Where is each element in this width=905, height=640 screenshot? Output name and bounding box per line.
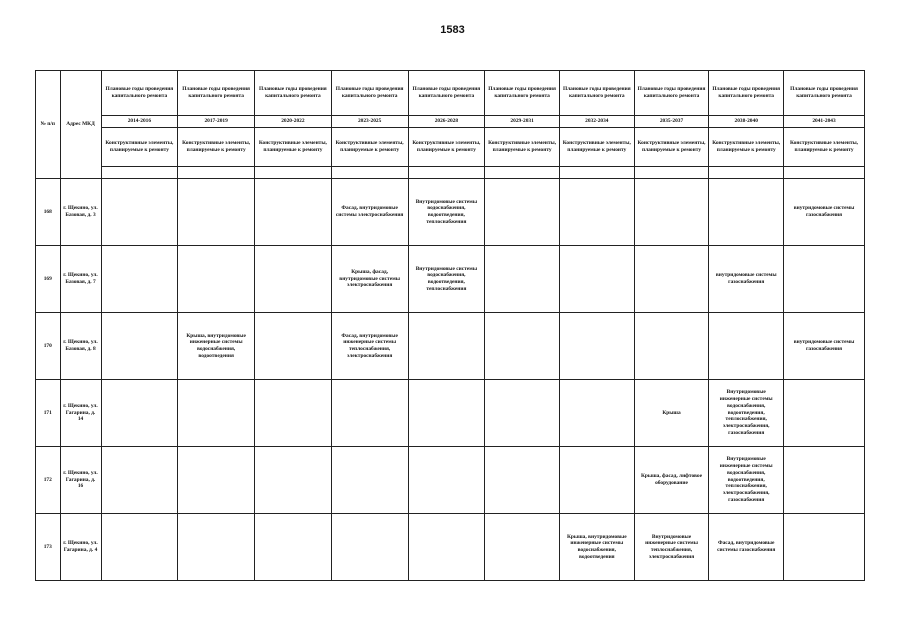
header-spacer-cell [178,167,255,179]
row-cell: Внутридомовые инженерные системы теплоснабжения, электроснабжения [634,514,709,581]
table-row [36,179,865,246]
row-cell [784,246,865,313]
row-cell: Внутридомовые инженерные системы водоснабжения, водоотведения, теплоснабжения, электроснабжения, газоснабжения [709,380,784,447]
row-cell [559,447,634,514]
row-cell [485,514,560,581]
row-address: г. Щекино, ул. Гагарина, д. 14 [60,380,101,447]
row-number: 168 [36,179,61,246]
row-cell [178,246,255,313]
row-cell [634,313,709,380]
header-spacer-cell [634,167,709,179]
header-elements-label: Конструктивные элементы, планируемые к ремонту [331,128,408,167]
row-cell: Крыша, внутридомовые инженерные системы водоснабжения, водоотведения [178,313,255,380]
row-cell: Внутридомовые системы водоснабжения, водоотведения, теплоснабжения [408,179,485,246]
row-cell [485,313,560,380]
row-cell [255,179,332,246]
row-number: 172 [36,447,61,514]
row-address: г. Щекино, ул. Базовая, д. 8 [60,313,101,380]
header-elements-label: Конструктивные элементы, планируемые к ремонту [784,128,865,167]
header-period: 2038-2040 [709,116,784,128]
row-address: г. Щекино, ул. Базовая, д. 7 [60,246,101,313]
row-number: 170 [36,313,61,380]
header-plan-label: Плановые годы проведения капитального ремонта [255,71,332,116]
row-cell [178,179,255,246]
header-period: 2026-2028 [408,116,485,128]
header-period: 2041-2043 [784,116,865,128]
row-cell: Крыша, фасад, внутридомовые системы электроснабжения [331,246,408,313]
header-plan-label: Плановые годы проведения капитального ремонта [178,71,255,116]
row-cell [634,179,709,246]
row-cell [408,380,485,447]
header-elements-label: Конструктивные элементы, планируемые к ремонту [634,128,709,167]
header-plan-label: Плановые годы проведения капитального ремонта [634,71,709,116]
table-row [36,514,865,581]
row-cell: внутридомовые системы газоснабжения [709,246,784,313]
row-cell [784,447,865,514]
row-cell [101,246,178,313]
row-cell: Фасад, внутридомовые системы электроснабжения [331,179,408,246]
row-cell [255,447,332,514]
header-spacer-cell [408,167,485,179]
header-num: № п/п [36,71,61,179]
header-period: 2017-2019 [178,116,255,128]
table-row [36,447,865,514]
header-elements-label: Конструктивные элементы, планируемые к ремонту [101,128,178,167]
header-spacer-cell [559,167,634,179]
row-cell [559,380,634,447]
header-period: 2032-2034 [559,116,634,128]
table-row [36,313,865,380]
row-cell [485,246,560,313]
row-cell [255,514,332,581]
row-cell [559,313,634,380]
row-cell [255,246,332,313]
row-cell [784,514,865,581]
row-cell [331,447,408,514]
row-cell: внутридомовые системы газоснабжения [784,179,865,246]
header-plan-label: Плановые годы проведения капитального ремонта [408,71,485,116]
header-plan-label: Плановые годы проведения капитального ремонта [784,71,865,116]
row-cell [178,380,255,447]
header-spacer-cell [255,167,332,179]
row-cell [255,313,332,380]
row-cell [178,447,255,514]
row-cell [634,246,709,313]
row-number: 173 [36,514,61,581]
row-cell [408,313,485,380]
row-cell [255,380,332,447]
page-number: 1583 [440,24,465,36]
row-cell [485,179,560,246]
table-row [36,380,865,447]
header-address: Адрес МКД [60,71,101,179]
row-cell [101,179,178,246]
row-address: г. Щекино, ул. Гагарина, д. 16 [60,447,101,514]
row-cell [101,514,178,581]
header-elements-label: Конструктивные элементы, планируемые к ремонту [485,128,560,167]
row-address: г. Щекино, ул. Базовая, д. 3 [60,179,101,246]
row-cell [709,313,784,380]
header-plan-label: Плановые годы проведения капитального ремонта [709,71,784,116]
row-cell [408,447,485,514]
header-spacer-cell [331,167,408,179]
row-cell [331,380,408,447]
header-spacer-cell [101,167,178,179]
row-cell [101,447,178,514]
header-period: 2023-2025 [331,116,408,128]
header-elements-label: Конструктивные элементы, планируемые к ремонту [178,128,255,167]
header-row-spacer [36,167,865,179]
header-elements-label: Конструктивные элементы, планируемые к ремонту [255,128,332,167]
capital-repair-schedule-table [35,70,865,581]
header-period: 2029-2031 [485,116,560,128]
row-cell [709,179,784,246]
row-number: 169 [36,246,61,313]
row-cell: Крыша [634,380,709,447]
header-spacer-cell [709,167,784,179]
header-elements-label: Конструктивные элементы, планируемые к ремонту [559,128,634,167]
row-cell [485,447,560,514]
row-cell: Крыша, внутридомовые инженерные системы водоснабжения, водоотведения [559,514,634,581]
row-cell: Внутридомовые инженерные системы водоснабжения, водоотведения, теплоснабжения, электроснабжения, газоснабжения [709,447,784,514]
row-cell [784,380,865,447]
row-cell [559,246,634,313]
row-cell [408,514,485,581]
header-elements-label: Конструктивные элементы, планируемые к ремонту [408,128,485,167]
table-row [36,246,865,313]
header-plan-label: Плановые годы проведения капитального ремонта [559,71,634,116]
header-period: 2035-2037 [634,116,709,128]
row-address: г. Щекино, ул. Гагарина, д. 4 [60,514,101,581]
row-cell: Фасад, внутридомовые инженерные системы теплоснабжения, электроснабжения [331,313,408,380]
row-cell [331,514,408,581]
header-plan-label: Плановые годы проведения капитального ремонта [485,71,560,116]
header-spacer-cell [485,167,560,179]
row-cell: Крыша, фасад, лифтовое оборудование [634,447,709,514]
row-cell [101,313,178,380]
row-number: 171 [36,380,61,447]
header-row-periods [36,116,865,128]
header-spacer-cell [784,167,865,179]
row-cell: внутридомовые системы газоснабжения [784,313,865,380]
header-row-elements [36,128,865,167]
header-row-plan [36,71,865,116]
header-plan-label: Плановые годы проведения капитального ремонта [101,71,178,116]
header-plan-label: Плановые годы проведения капитального ремонта [331,71,408,116]
row-cell [178,514,255,581]
header-elements-label: Конструктивные элементы, планируемые к ремонту [709,128,784,167]
header-period: 2014-2016 [101,116,178,128]
row-cell: Внутридомовые системы водоснабжения, водоотведения, теплоснабжения [408,246,485,313]
row-cell [559,179,634,246]
row-cell [101,380,178,447]
row-cell: Фасад, внутридомовые системы газоснабжения [709,514,784,581]
header-period: 2020-2022 [255,116,332,128]
row-cell [485,380,560,447]
